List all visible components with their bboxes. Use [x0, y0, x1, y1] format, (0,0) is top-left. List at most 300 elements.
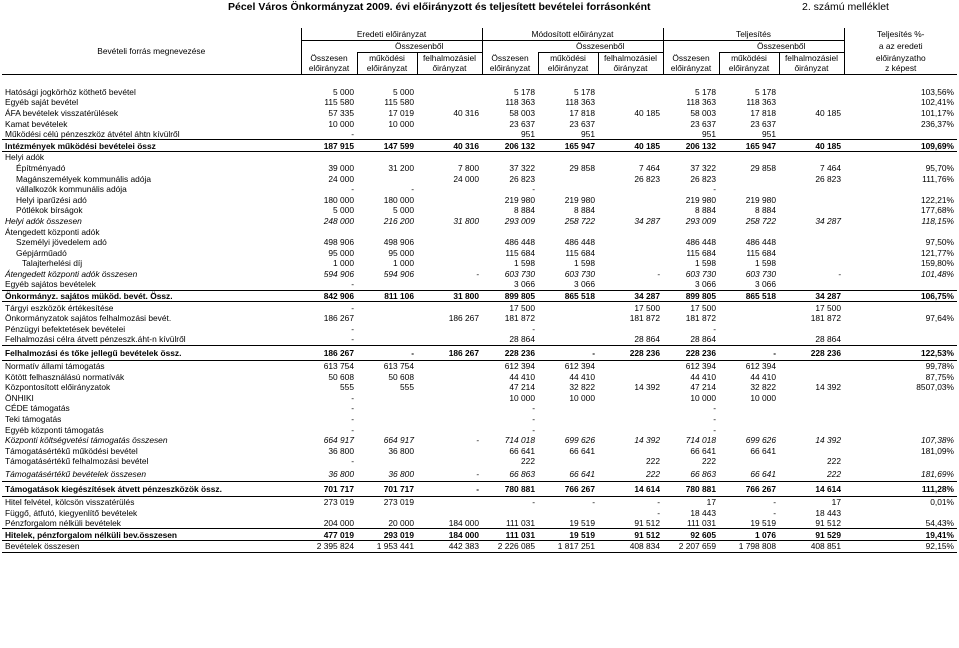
cell-orig-op: 1 000	[393, 258, 414, 269]
document-title: Pécel Város Önkormányzat 2009. évi előirányzott és teljesített bevételei forrásonként	[228, 1, 651, 13]
row-label: Egyéb központi támogatás	[5, 424, 104, 435]
dev-header: őirányzat	[598, 63, 663, 74]
cell-act-total: 47 214	[690, 382, 716, 393]
cell-mod-total: 228 236	[482, 345, 538, 360]
cell-act-dev	[779, 129, 844, 140]
cell-orig-dev	[417, 279, 482, 290]
subgroup-header: Összesenből	[357, 41, 482, 53]
cell-orig-op: 293 019	[357, 529, 417, 541]
cell-act-op: 19 519	[750, 518, 776, 529]
cell-orig-op	[357, 279, 417, 290]
table-row	[2, 140, 957, 152]
row-label: Helyi adók összesen	[5, 215, 82, 226]
cell-orig-dev: 24 000	[453, 173, 479, 184]
cell-mod-op	[538, 313, 598, 324]
cell-orig-dev: 184 000	[448, 518, 479, 529]
cell-mod-total: -	[532, 496, 535, 507]
cell-act-total: 18 443	[690, 507, 716, 518]
cell-act-dev: 40 185	[815, 107, 841, 118]
cell-act-op	[719, 226, 779, 237]
cell-mod-dev: 34 287	[634, 215, 660, 226]
cell-orig-op	[357, 129, 417, 140]
cell-mod-op: 865 518	[538, 290, 598, 302]
cell-mod-op	[538, 173, 598, 184]
cell-orig-total: 555	[340, 382, 354, 393]
cell-act-dev: 28 864	[815, 334, 841, 345]
cell-pct: 118,15%	[921, 215, 954, 226]
total-header: előirányzat	[301, 63, 357, 74]
row-label: Bevételek összesen	[2, 541, 301, 553]
cell-act-total: 780 881	[663, 481, 719, 496]
cell-mod-dev: 14 614	[598, 481, 663, 496]
cell-act-total: 58 003	[690, 107, 716, 118]
cell-pct: 122,21%	[920, 194, 954, 205]
cell-orig-dev	[417, 324, 482, 335]
row-label: Függő, átfutó, kiegyenlítő bevételek	[5, 507, 138, 518]
cell-act-op: 66 641	[750, 445, 776, 456]
cell-mod-dev	[598, 97, 663, 108]
row-label: Hatósági jogkörhöz köthető bevétel	[5, 86, 136, 97]
table-row	[2, 302, 957, 313]
header-separator	[2, 74, 957, 87]
cell-act-op: 603 730	[745, 268, 776, 279]
cell-pct	[844, 152, 957, 163]
cell-orig-total: 186 267	[323, 313, 354, 324]
cell-pct: 106,75%	[844, 290, 957, 302]
cell-act-dev: 228 236	[779, 345, 844, 360]
cell-orig-total: -	[351, 456, 354, 467]
cell-pct	[844, 424, 957, 435]
cell-mod-op	[538, 334, 598, 345]
cell-act-op	[719, 313, 779, 324]
cell-act-dev: 7 464	[820, 162, 841, 173]
cell-orig-dev	[417, 205, 482, 216]
cell-pct	[844, 393, 957, 404]
table-row	[2, 173, 957, 184]
cell-orig-op	[357, 173, 417, 184]
cell-act-dev: 18 443	[815, 507, 841, 518]
cell-mod-total: 899 805	[482, 290, 538, 302]
cell-mod-dev: 408 834	[598, 541, 663, 553]
cell-orig-dev: 31 800	[453, 215, 479, 226]
cell-mod-dev: 228 236	[598, 345, 663, 360]
cell-mod-total: 714 018	[504, 435, 535, 446]
cell-act-op: -	[719, 345, 779, 360]
pct-header-line2: a az eredeti	[844, 41, 957, 53]
cell-orig-total: 50 608	[328, 371, 354, 382]
cell-mod-total: 206 132	[482, 140, 538, 152]
cell-mod-total: 2 226 085	[482, 541, 538, 553]
cell-orig-total: 186 267	[301, 345, 357, 360]
pct-header-line3: előirányzatho	[844, 52, 957, 63]
cell-mod-op: 219 980	[564, 194, 595, 205]
cell-act-total	[663, 226, 719, 237]
row-label: Pénzügyi befektetések bevételei	[5, 323, 126, 334]
cell-orig-dev	[417, 184, 482, 195]
cell-mod-total: 603 730	[504, 268, 535, 279]
cell-mod-total	[482, 226, 538, 237]
cell-act-op: 612 394	[745, 361, 776, 372]
cell-mod-total: 181 872	[504, 313, 535, 324]
cell-mod-op: 1 817 251	[538, 541, 598, 553]
row-label: vállalkozók kommunális adója	[16, 184, 127, 195]
cell-act-total: 293 009	[685, 215, 716, 226]
cell-act-total: 714 018	[685, 435, 716, 446]
cell-orig-total: 187 915	[301, 140, 357, 152]
cell-orig-op: 10 000	[388, 118, 414, 129]
cell-pct: 102,41%	[920, 97, 954, 108]
cell-orig-dev: 186 267	[448, 313, 479, 324]
cell-mod-total: 111 031	[482, 529, 538, 541]
cell-orig-dev	[417, 334, 482, 345]
row-label: Egyéb saját bevétel	[5, 97, 79, 108]
table-row	[2, 360, 957, 371]
cell-orig-op: 115 580	[384, 97, 414, 108]
row-label-header: Bevételi forrás megnevezése	[97, 45, 206, 56]
cell-act-total: 2 207 659	[663, 541, 719, 553]
cell-act-dev	[779, 184, 844, 195]
cell-pct: 92,15%	[844, 541, 957, 553]
cell-mod-dev	[598, 403, 663, 414]
cell-mod-dev	[598, 184, 663, 195]
cell-orig-total	[301, 507, 357, 518]
cell-mod-dev	[598, 324, 663, 335]
row-label: Támogatások kiegészítések átvett pénzeszközök össz.	[2, 481, 301, 496]
cell-orig-total: -	[351, 414, 354, 425]
cell-orig-dev: 7 800	[458, 162, 479, 173]
cell-mod-op: 165 947	[538, 140, 598, 152]
cell-orig-dev	[417, 258, 482, 269]
cell-act-dev	[779, 446, 844, 457]
cell-mod-op: 66 641	[569, 445, 595, 456]
cell-mod-total: 10 000	[509, 392, 535, 403]
cell-mod-dev	[598, 258, 663, 269]
cell-mod-total	[482, 507, 538, 518]
cell-orig-op	[357, 226, 417, 237]
cell-act-dev: 408 851	[779, 541, 844, 553]
cell-act-op: 258 722	[745, 215, 776, 226]
cell-orig-total	[301, 226, 357, 237]
cell-mod-op	[538, 403, 598, 414]
cell-act-op: 10 000	[750, 392, 776, 403]
cell-pct: 122,53%	[844, 345, 957, 360]
table-row	[2, 205, 957, 216]
cell-act-op	[719, 184, 779, 195]
cell-pct	[844, 334, 957, 345]
cell-orig-op: 555	[400, 382, 414, 393]
table-row	[2, 226, 957, 237]
cell-act-op: 29 858	[750, 162, 776, 173]
cell-act-total: 17 500	[690, 302, 716, 313]
table-row	[2, 424, 957, 435]
cell-act-op: 1 798 808	[719, 541, 779, 553]
table-body	[2, 74, 957, 552]
cell-mod-dev: 40 185	[598, 140, 663, 152]
cell-mod-dev	[598, 247, 663, 258]
cell-orig-op	[357, 152, 417, 163]
cell-pct: 181,69%	[920, 468, 954, 479]
cell-orig-op	[357, 403, 417, 414]
table-row	[2, 529, 957, 541]
cell-mod-dev	[598, 205, 663, 216]
row-label: Kötött felhasználású normatívák	[5, 371, 125, 382]
table-header	[2, 28, 957, 74]
table-row	[2, 324, 957, 335]
cell-mod-dev: 181 872	[629, 313, 660, 324]
cell-act-dev	[779, 258, 844, 269]
cell-mod-dev	[598, 152, 663, 163]
cell-act-dev: 40 185	[779, 140, 844, 152]
cell-orig-dev	[417, 414, 482, 425]
cell-act-op	[719, 302, 779, 313]
table-row	[2, 371, 957, 382]
dev-header: felhalmozásiel	[417, 52, 482, 63]
cell-mod-total: 17 500	[509, 302, 535, 313]
cell-mod-op: 951	[581, 129, 595, 140]
cell-mod-total: 118 363	[505, 97, 535, 108]
cell-act-dev: 91 512	[815, 518, 841, 529]
cell-orig-op: 5 000	[393, 205, 414, 216]
cell-orig-total: -	[351, 323, 354, 334]
cell-mod-dev	[598, 118, 663, 129]
op-header: előirányzat	[357, 63, 417, 74]
cell-mod-op: 612 394	[564, 361, 595, 372]
cell-orig-dev	[417, 97, 482, 108]
row-label: Egyéb sajátos bevételek	[5, 279, 96, 290]
row-label: Átengedett központi adók	[5, 226, 100, 237]
cell-act-total: 44 410	[690, 371, 716, 382]
cell-mod-op: 5 178	[574, 86, 595, 97]
cell-mod-dev	[598, 226, 663, 237]
cell-orig-total: 701 717	[301, 481, 357, 496]
cell-orig-total: 1 000	[333, 258, 354, 269]
cell-act-op: -	[773, 496, 776, 507]
cell-act-op: 44 410	[750, 371, 776, 382]
cell-pct	[844, 456, 957, 467]
cell-act-dev	[779, 118, 844, 129]
cell-mod-dev: 17 500	[634, 302, 660, 313]
cell-act-total: 3 066	[695, 279, 716, 290]
cell-mod-total: 222	[521, 456, 535, 467]
cell-mod-total: -	[532, 323, 535, 334]
cell-act-op: 118 363	[746, 97, 776, 108]
cell-orig-total	[301, 152, 357, 163]
cell-act-total: -	[713, 403, 716, 414]
table-row	[2, 108, 957, 119]
cell-mod-total: -	[532, 403, 535, 414]
cell-act-dev	[779, 205, 844, 216]
op-header: működési	[357, 52, 417, 63]
table-row	[2, 216, 957, 227]
annex-label: 2. számú melléklet	[802, 1, 889, 13]
cell-orig-dev: 40 316	[417, 140, 482, 152]
cell-mod-total: 66 641	[509, 445, 535, 456]
row-label: Teki támogatás	[5, 414, 62, 425]
cell-mod-op: 17 818	[569, 107, 595, 118]
cell-mod-op: 66 641	[569, 468, 595, 479]
cell-pct: 103,56%	[920, 86, 954, 97]
cell-act-op: 3 066	[755, 279, 776, 290]
row-label: Központi költségvetési támogatás összesen	[5, 435, 168, 446]
cell-act-dev	[779, 247, 844, 258]
dev-header: felhalmozásiel	[779, 52, 844, 63]
cell-act-total: 206 132	[663, 140, 719, 152]
cell-mod-op: -	[538, 345, 598, 360]
cell-act-total: 26 823	[690, 173, 716, 184]
cell-pct: 101,48%	[920, 268, 954, 279]
row-label: Magánszemélyek kommunális adója	[16, 173, 151, 184]
table-row	[2, 467, 957, 482]
cell-orig-total: 613 754	[323, 361, 354, 372]
pct-header-line4: z képest	[844, 63, 957, 74]
cell-orig-op: 180 000	[383, 194, 414, 205]
cell-pct	[844, 507, 957, 518]
cell-mod-total: 5 178	[514, 86, 535, 97]
cell-pct	[844, 302, 957, 313]
cell-mod-op	[538, 226, 598, 237]
cell-orig-op	[357, 424, 417, 435]
cell-act-dev: 14 614	[779, 481, 844, 496]
row-label: Központosított előirányzatok	[5, 382, 111, 393]
cell-orig-total: -	[351, 403, 354, 414]
cell-orig-dev	[417, 87, 482, 98]
table-row	[2, 456, 957, 467]
cell-orig-dev	[417, 302, 482, 313]
cell-orig-total: 5 000	[333, 86, 354, 97]
cell-mod-op: 19 519	[538, 529, 598, 541]
cell-act-total: 37 322	[690, 162, 716, 173]
cell-mod-dev	[598, 424, 663, 435]
table-row	[2, 194, 957, 205]
cell-mod-dev: 91 512	[634, 518, 660, 529]
table-row	[2, 129, 957, 140]
cell-pct	[844, 279, 957, 290]
cell-orig-total: 477 019	[301, 529, 357, 541]
cell-mod-dev: 34 287	[598, 290, 663, 302]
cell-act-total: 115 684	[686, 247, 716, 258]
cell-act-total: 5 178	[695, 86, 716, 97]
table-row	[2, 414, 957, 425]
cell-pct: 111,28%	[844, 481, 957, 496]
cell-orig-dev	[417, 446, 482, 457]
group-header-modified: Módosított előirányzat	[482, 28, 663, 41]
cell-orig-total: 2 395 824	[301, 541, 357, 553]
table-row	[2, 496, 957, 507]
cell-mod-op	[538, 152, 598, 163]
cell-mod-dev: 14 392	[634, 435, 660, 446]
cell-act-op: 32 822	[750, 382, 776, 393]
cell-mod-total: 66 863	[509, 468, 535, 479]
cell-mod-dev: 222	[646, 456, 660, 467]
cell-mod-dev: 40 185	[634, 107, 660, 118]
cell-mod-dev: 222	[646, 468, 660, 479]
cell-orig-dev	[417, 194, 482, 205]
total-header: előirányzat	[663, 63, 719, 74]
cell-orig-op: 664 917	[383, 435, 414, 446]
cell-act-op	[719, 456, 779, 467]
cell-orig-dev	[417, 456, 482, 467]
cell-orig-total: -	[351, 129, 354, 140]
total-header: Összesen	[301, 52, 357, 63]
cell-mod-op	[538, 414, 598, 425]
cell-act-total: -	[713, 414, 716, 425]
subgroup-header: Összesenből	[719, 41, 844, 53]
cell-orig-op	[357, 414, 417, 425]
cell-orig-op: 613 754	[383, 361, 414, 372]
cell-pct: 97,64%	[925, 313, 954, 324]
cell-act-op: 865 518	[719, 290, 779, 302]
cell-mod-total: 47 214	[509, 382, 535, 393]
row-label: Hitel felvétel, kölcsön visszatérülés	[5, 496, 135, 507]
cell-pct: 121,77%	[920, 247, 954, 258]
cell-orig-op: 147 599	[357, 140, 417, 152]
cell-mod-dev	[598, 237, 663, 248]
cell-orig-op	[357, 456, 417, 467]
cell-act-dev: 17 500	[815, 302, 841, 313]
cell-mod-total: 780 881	[482, 481, 538, 496]
cell-pct: 54,43%	[925, 518, 954, 529]
cell-mod-op	[538, 184, 598, 195]
cell-mod-op	[538, 456, 598, 467]
cell-mod-op: 699 626	[564, 435, 595, 446]
cell-act-op: 486 448	[745, 237, 776, 248]
cell-mod-dev	[598, 279, 663, 290]
row-label: Intézmények működési bevételei össz	[2, 140, 301, 152]
row-label: Átengedett központi adók összesen	[5, 268, 138, 279]
cell-mod-total: 612 394	[504, 361, 535, 372]
cell-mod-dev: -	[657, 496, 660, 507]
cell-orig-total: -	[351, 279, 354, 290]
table-row	[2, 258, 957, 269]
revenue-table	[2, 28, 957, 553]
cell-mod-dev: -	[657, 507, 660, 518]
table-row	[2, 393, 957, 404]
cell-orig-total: 36 800	[328, 445, 354, 456]
cell-mod-dev	[598, 446, 663, 457]
cell-mod-total: 26 823	[509, 173, 535, 184]
cell-act-op	[719, 334, 779, 345]
cell-act-op: 5 178	[755, 86, 776, 97]
row-label: CÉDE támogatás	[5, 403, 70, 414]
cell-mod-op	[538, 424, 598, 435]
cell-mod-op: 19 519	[569, 518, 595, 529]
cell-orig-total: 36 800	[328, 468, 354, 479]
cell-act-dev	[779, 424, 844, 435]
cell-act-op: 1 076	[719, 529, 779, 541]
cell-orig-dev	[417, 247, 482, 258]
cell-orig-dev	[417, 393, 482, 404]
table-row	[2, 247, 957, 258]
cell-act-dev	[779, 97, 844, 108]
cell-orig-dev: -	[476, 268, 479, 279]
cell-orig-total: 204 000	[323, 518, 354, 529]
cell-orig-dev	[417, 152, 482, 163]
cell-mod-total: 3 066	[514, 279, 535, 290]
row-label: Építményadó	[16, 162, 66, 173]
cell-mod-total: 44 410	[509, 371, 535, 382]
cell-mod-op: 115 684	[565, 247, 595, 258]
cell-mod-op: 258 722	[564, 215, 595, 226]
op-header: előirányzat	[719, 63, 779, 74]
cell-act-total: 603 730	[685, 268, 716, 279]
cell-orig-op: 36 800	[388, 445, 414, 456]
cell-act-total: 486 448	[685, 237, 716, 248]
cell-mod-total: -	[532, 424, 535, 435]
cell-orig-total: 115 580	[324, 97, 354, 108]
cell-act-op: 766 267	[719, 481, 779, 496]
cell-pct: 0,01%	[930, 496, 954, 507]
row-label: Önkormányz. sajátos müköd. bevét. Össz.	[2, 290, 301, 302]
